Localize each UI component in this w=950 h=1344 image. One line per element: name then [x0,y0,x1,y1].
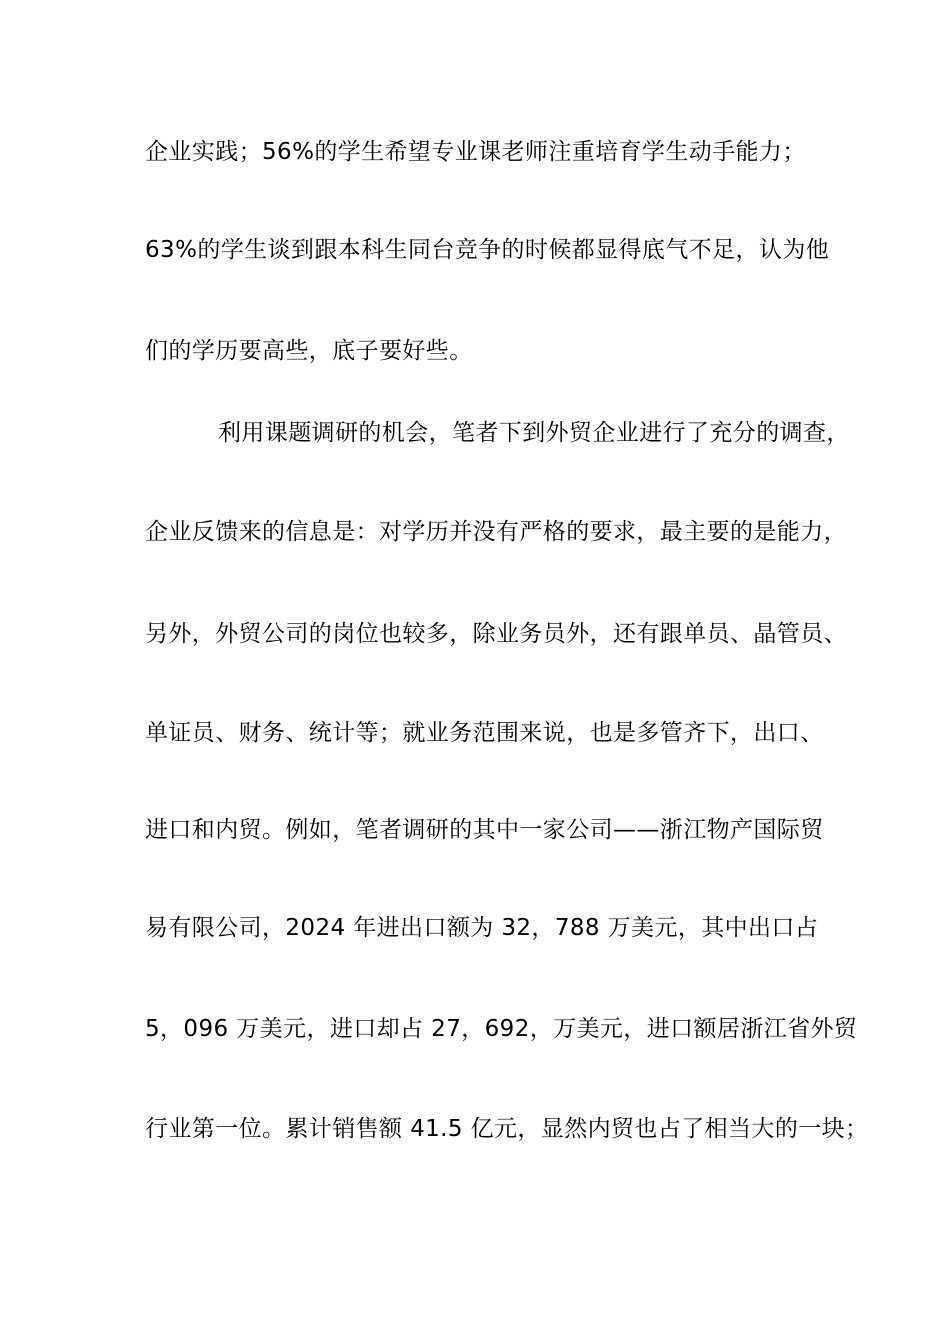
text-line: 63%的学生谈到跟本科生同台竞争的时候都显得底气不足，认为他 [145,237,830,263]
text-line: 进口和内贸。例如，笔者调研的其中一家公司——浙江物产国际贸 [145,817,824,843]
text-line: 企业反馈来的信息是：对学历并没有严格的要求，最主要的是能力， [145,519,847,545]
text-line: 另外，外贸公司的岗位也较多，除业务员外，还有跟单员、晶管员、 [145,621,847,647]
paragraph-start-line: 利用课题调研的机会，笔者下到外贸企业进行了充分的调查， [218,420,850,446]
text-line: 们的学历要高些，底子要好些。 [145,338,473,364]
text-line: 易有限公司，2024 年进出口额为 32，788 万美元，其中出口占 [145,915,819,941]
text-line: 5，096 万美元，进口却占 27，692，万美元，进口额居浙江省外贸 [145,1016,858,1042]
text-line: 单证员、财务、统计等；就业务范围来说，也是多管齐下，出口、 [145,720,824,746]
text-line: 行业第一位。累计销售额 41.5 亿元，显然内贸也占了相当大的一块； [145,1116,869,1142]
text-line: 企业实践；56%的学生希望专业课老师注重培育学生动手能力； [145,139,806,165]
